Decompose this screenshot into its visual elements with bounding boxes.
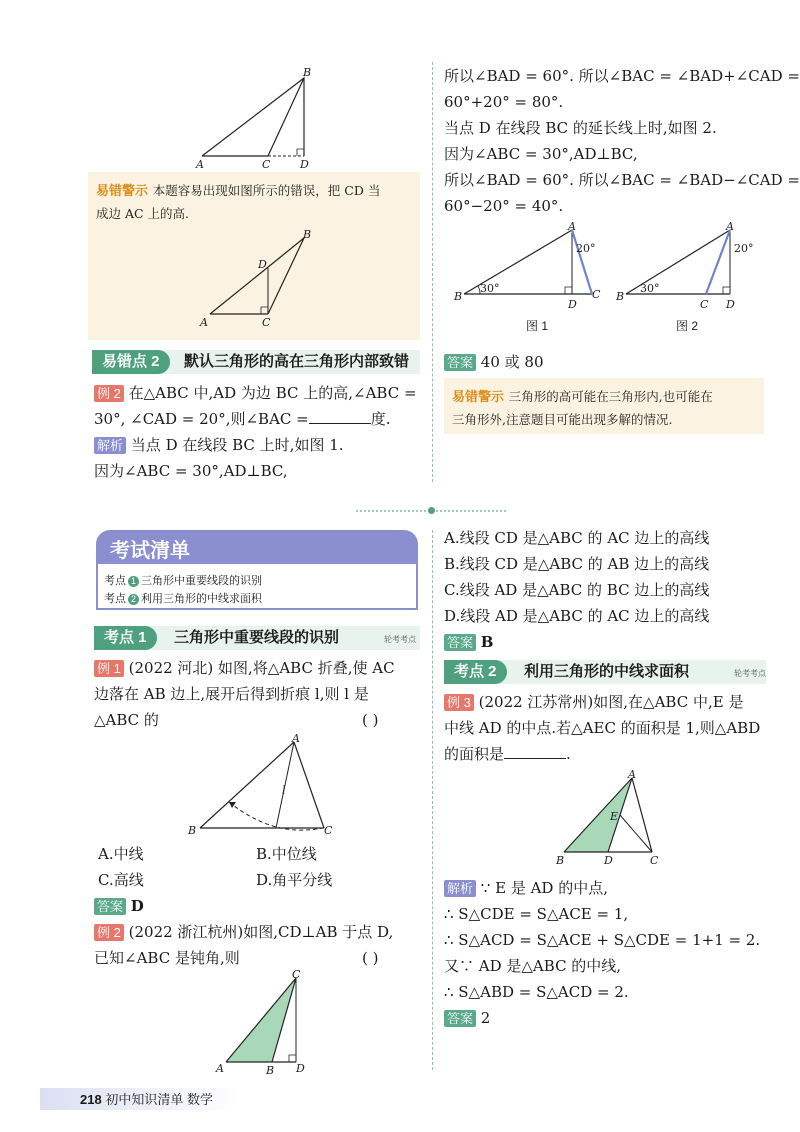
ex1-option-d[interactable]: D.角平分线: [256, 871, 333, 889]
ex1-line2: 边落在 AB 边上,展开后得到折痕 l,则 l 是: [94, 685, 369, 703]
ex1-line3: △ABC 的: [94, 711, 159, 729]
error-point-title: 默认三角形的高在三角形内部致错: [184, 353, 410, 370]
ex2b-tag: 例 2: [94, 924, 124, 941]
right-answer: 答案 40 或 80: [444, 352, 544, 372]
svg-text:A: A: [216, 1062, 224, 1075]
warning-2-line2: 三角形外,注意题目可能出现多解的情况.: [452, 412, 673, 427]
svg-text:D: D: [604, 854, 613, 867]
figure-fold: [184, 732, 344, 842]
right-line4: 因为∠ABC = 30°,AD⊥BC,: [444, 145, 638, 163]
warning-1-title: 易错警示: [96, 183, 149, 198]
exam-list-title: 考试清单: [110, 540, 190, 562]
ex1-option-a[interactable]: A.中线: [98, 845, 144, 863]
kaodian2-tip: 轮考考点: [734, 669, 766, 678]
example2-line3: 解析 当点 D 在线段 BC 上时,如图 1.: [94, 435, 344, 455]
exam-list-item-1[interactable]: 考点 1 三角形中重要线段的识别: [104, 575, 262, 587]
svg-text:C: C: [262, 158, 271, 171]
svg-text:B: B: [616, 290, 625, 303]
svg-text:A: A: [200, 316, 208, 329]
svg-text:B: B: [188, 824, 197, 837]
right-line5: 所以∠BAD = 60°. 所以∠BAC = ∠BAD−∠CAD =: [444, 171, 800, 189]
svg-text:D: D: [300, 158, 309, 171]
svg-text:D: D: [726, 298, 735, 311]
figure-1-caption: 图 1: [526, 319, 549, 333]
example2-line1: 例 2 在△ABC 中,AD 为边 BC 上的高,∠ABC =: [94, 383, 417, 403]
ex2b-line2: 已知∠ABC 是钝角,则: [94, 949, 240, 967]
ex1-option-b[interactable]: B.中位线: [256, 845, 317, 863]
answer-tag: 答案: [444, 354, 476, 371]
warning-2-line1: 易错警示 三角形的高可能在三角形内,也可能在: [452, 389, 713, 404]
svg-text:B: B: [454, 290, 463, 303]
svg-text:20°: 20°: [576, 242, 596, 255]
ex1-answer-tag: 答案: [94, 898, 126, 915]
example2-line4: 因为∠ABC = 30°,AD⊥BC,: [94, 462, 288, 480]
ex2b-option-b[interactable]: B.线段 CD 是△ABC 的 AB 边上的高线: [444, 555, 710, 573]
kaodian2-label: 考点 2: [444, 660, 507, 684]
svg-text:30°: 30°: [480, 282, 500, 295]
ex2b-option-d[interactable]: D.线段 AD 是△ABC 的 AC 边上的高线: [444, 607, 710, 625]
figure-wrong-height: [198, 228, 328, 332]
svg-text:A: A: [628, 768, 636, 781]
number-badge-2: 2: [128, 594, 139, 605]
ex3-jiexi-tag: 解析: [444, 880, 476, 897]
example2-line2: 30°, ∠CAD = 20°,则∠BAC = 度.: [94, 410, 391, 428]
svg-text:A: A: [568, 222, 576, 233]
ex3-tag: 例 3: [444, 694, 474, 711]
svg-text:C: C: [700, 298, 709, 311]
svg-text:D: D: [258, 258, 267, 271]
warning-2-title: 易错警示: [452, 389, 505, 404]
figure-top-left: [190, 62, 330, 172]
book-title: 初中知识清单: [105, 1092, 184, 1107]
warning-1-line2: 成边 AC 上的高.: [96, 206, 190, 221]
kaodian1-title: 三角形中重要线段的识别: [174, 629, 340, 646]
figure-median: [552, 768, 672, 868]
svg-text:C: C: [592, 288, 601, 301]
ex2b-answer: 答案 B: [444, 632, 493, 652]
svg-text:C: C: [650, 854, 659, 867]
right-line1: 所以∠BAD = 60°. 所以∠BAC = ∠BAD+∠CAD =: [444, 67, 800, 85]
example-tag: 例 2: [94, 385, 124, 402]
error-point-label: 易错点 2: [92, 350, 170, 374]
ex3-sol4: 又∵ AD 是△ABC 的中线,: [444, 957, 622, 975]
svg-text:A: A: [292, 732, 300, 745]
kaodian1-tip: 轮考考点: [384, 635, 416, 644]
svg-text:A: A: [726, 222, 734, 233]
svg-text:C: C: [262, 316, 271, 329]
figure-2: [612, 222, 762, 312]
svg-text:C: C: [292, 970, 301, 981]
ex2b-answer-tag: 答案: [444, 634, 476, 651]
ex3-answer-tag: 答案: [444, 1010, 476, 1027]
kaodian2-title: 利用三角形的中线求面积: [524, 663, 690, 680]
ex3-answer: 答案 2: [444, 1008, 490, 1028]
ex1-answer: 答案 D: [94, 896, 144, 916]
svg-text:B: B: [303, 228, 312, 241]
svg-text:30°: 30°: [640, 282, 660, 295]
ex3-line1: 例 3 (2022 江苏常州)如图,在△ABC 中,E 是: [444, 692, 743, 712]
svg-text:B: B: [266, 1064, 275, 1077]
footer-text: [80, 1090, 213, 1110]
ex2b-option-a[interactable]: A.线段 CD 是△ABC 的 AC 边上的高线: [444, 529, 710, 547]
column-divider-bottom: [432, 530, 433, 1070]
figure-1: [450, 222, 610, 312]
figure-obtuse: [212, 970, 322, 1078]
ex2b-paren: ( ): [362, 949, 379, 967]
svg-text:C: C: [324, 824, 333, 837]
svg-text:A: A: [196, 158, 204, 171]
ex2b-option-c[interactable]: C.线段 AD 是△ABC 的 BC 边上的高线: [444, 581, 710, 599]
right-line3: 当点 D 在线段 BC 的延长线上时,如图 2.: [444, 119, 717, 137]
jiexi-tag: 解析: [94, 437, 126, 454]
answer-blank[interactable]: [309, 409, 371, 424]
exam-list-item-2[interactable]: 考点 2 利用三角形的中线求面积: [104, 593, 262, 605]
svg-text:D: D: [568, 298, 577, 311]
column-divider-top: [432, 62, 433, 482]
ex1-paren: ( ): [362, 711, 379, 729]
ex2b-line1: 例 2 (2022 浙江杭州)如图,CD⊥AB 于点 D,: [94, 922, 393, 942]
exam-list-card: [96, 530, 418, 612]
figure-2-caption: 图 2: [676, 319, 699, 333]
svg-text:20°: 20°: [734, 242, 754, 255]
right-line2: 60°+20° = 80°.: [444, 93, 564, 111]
svg-text:B: B: [303, 66, 312, 79]
svg-text:D: D: [296, 1062, 305, 1075]
ex3-answer-blank[interactable]: [504, 744, 566, 759]
svg-text:B: B: [556, 854, 565, 867]
ex1-option-c[interactable]: C.高线: [98, 871, 144, 889]
svg-text:l: l: [282, 784, 286, 797]
number-badge-1: 1: [128, 576, 139, 587]
ex3-line2: 中线 AD 的中点.若△AEC 的面积是 1,则△ABD: [444, 719, 761, 737]
right-line6: 60°−20° = 40°.: [444, 197, 564, 215]
svg-text:E: E: [610, 810, 619, 823]
ex3-sol2: ∴ S△CDE = S△ACE = 1,: [444, 905, 629, 923]
ex3-line3: 的面积是 .: [444, 745, 571, 763]
ex1-line1: 例 1 (2022 河北) 如图,将△ABC 折叠,使 AC: [94, 658, 395, 678]
subject: 数学: [186, 1092, 213, 1107]
ex3-sol5: ∴ S△ABD = S△ACD = 2.: [444, 983, 629, 1001]
kaodian1-label: 考点 1: [94, 626, 157, 650]
ex3-sol3: ∴ S△ACD = S△ACE + S△CDE = 1+1 = 2.: [444, 931, 761, 949]
warning-1-line1: 易错警示 本题容易出现如图所示的错误，把 CD 当: [96, 183, 381, 198]
ex3-sol1: 解析 ∵ E 是 AD 的中点,: [444, 878, 608, 898]
separator-dot: [428, 507, 435, 514]
page-number: 218: [80, 1092, 102, 1107]
ex1-tag: 例 1: [94, 660, 124, 677]
